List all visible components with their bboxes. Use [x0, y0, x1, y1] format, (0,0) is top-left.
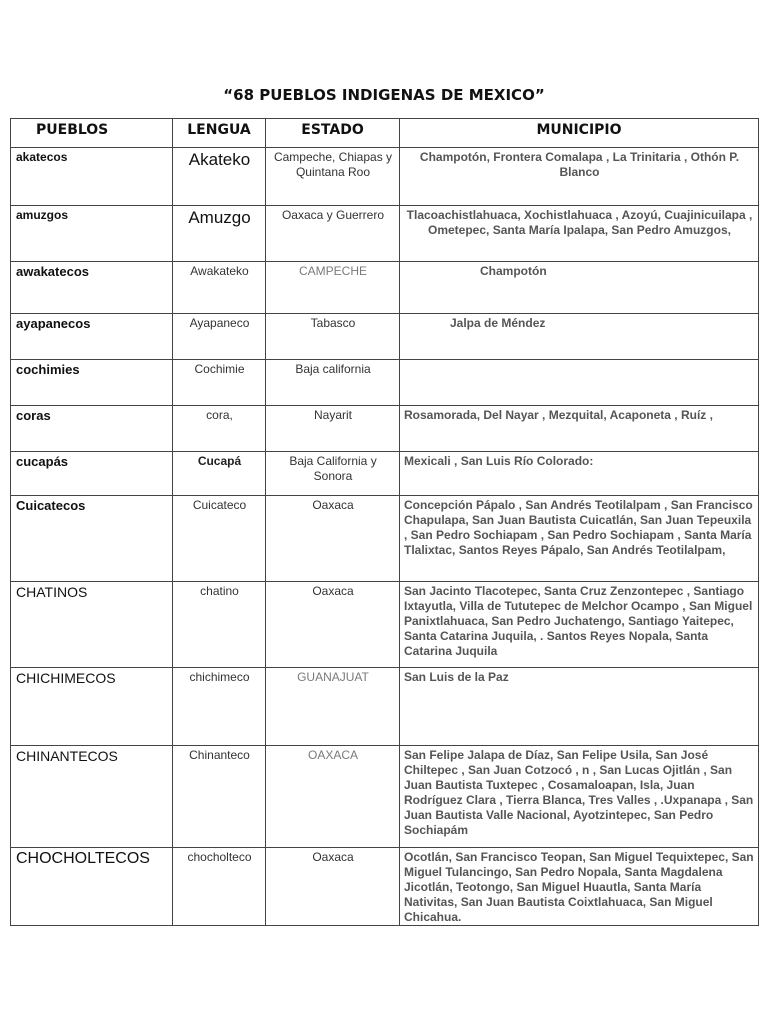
- header-municipio: MUNICIPIO: [400, 119, 759, 148]
- estado-cell: Nayarit: [266, 406, 400, 452]
- pueblo-cell: Cuicatecos: [11, 496, 173, 582]
- lengua-cell: Cucapá: [173, 452, 266, 496]
- table-header-row: [11, 119, 759, 148]
- estado-cell: Oaxaca: [266, 582, 400, 668]
- municipio-cell: Jalpa de Méndez: [400, 314, 759, 360]
- estado-cell: CAMPECHE: [266, 262, 400, 314]
- estado-cell: Baja california: [266, 360, 400, 406]
- header-lengua: LENGUA: [173, 119, 266, 148]
- municipio-cell: San Felipe Jalapa de Díaz, San Felipe Usila, San José Chiltepec , San Juan Cotzocó , n , San Lucas Ojitlán , San Juan Bautista Tuxtepec , Cosamaloapan, Isla, Juan Rodríguez Clara , Tierra Blanca, Tres Valles , .Uxpanapa , San Juan Bautista Valle Nacional, Ayotzintepec, San Pedro Sochiapám: [400, 746, 759, 848]
- table-row: [11, 406, 759, 452]
- pueblo-cell: amuzgos: [11, 206, 173, 262]
- municipio-cell: Rosamorada, Del Nayar , Mezquital, Acaponeta , Ruíz ,: [400, 406, 759, 452]
- lengua-cell: Chinanteco: [173, 746, 266, 848]
- municipio-cell: Champotón: [400, 262, 759, 314]
- lengua-cell: Cochimie: [173, 360, 266, 406]
- estado-cell: Baja California y Sonora: [266, 452, 400, 496]
- lengua-cell: Cuicateco: [173, 496, 266, 582]
- estado-cell: Oaxaca: [266, 848, 400, 926]
- lengua-cell: chatino: [173, 582, 266, 668]
- pueblo-cell: coras: [11, 406, 173, 452]
- estado-cell: GUANAJUAT: [266, 668, 400, 746]
- lengua-cell: chichimeco: [173, 668, 266, 746]
- table-row: [11, 746, 759, 848]
- estado-cell: Tabasco: [266, 314, 400, 360]
- table-row: [11, 148, 759, 206]
- lengua-cell: cora,: [173, 406, 266, 452]
- table-row: [11, 496, 759, 582]
- header-pueblos: PUEBLOS: [11, 119, 173, 148]
- page-title: “68 PUEBLOS INDIGENAS DE MEXICO”: [223, 86, 545, 104]
- municipio-cell: Champotón, Frontera Comalapa , La Trinitaria , Othón P. Blanco: [400, 148, 759, 206]
- pueblo-cell: cochimies: [11, 360, 173, 406]
- table-row: [11, 262, 759, 314]
- pueblo-cell: ayapanecos: [11, 314, 173, 360]
- table-row: [11, 582, 759, 668]
- table-row: [11, 452, 759, 496]
- pueblo-cell: cucapás: [11, 452, 173, 496]
- lengua-cell: Ayapaneco: [173, 314, 266, 360]
- pueblo-cell: awakatecos: [11, 262, 173, 314]
- pueblos-table: [10, 118, 759, 926]
- table-row: [11, 360, 759, 406]
- lengua-cell: Awakateko: [173, 262, 266, 314]
- pueblo-cell: CHOCHOLTECOS: [11, 848, 173, 926]
- pueblo-cell: akatecos: [11, 148, 173, 206]
- municipio-cell: Mexicali , San Luis Río Colorado:: [400, 452, 759, 496]
- table-row: [11, 668, 759, 746]
- table-row: [11, 848, 759, 926]
- estado-cell: Oaxaca: [266, 496, 400, 582]
- pueblo-cell: CHATINOS: [11, 582, 173, 668]
- header-estado: ESTADO: [266, 119, 400, 148]
- estado-cell: OAXACA: [266, 746, 400, 848]
- pueblo-cell: CHINANTECOS: [11, 746, 173, 848]
- pueblo-cell: CHICHIMECOS: [11, 668, 173, 746]
- estado-cell: Oaxaca y Guerrero: [266, 206, 400, 262]
- estado-cell: Campeche, Chiapas y Quintana Roo: [266, 148, 400, 206]
- lengua-cell: Amuzgo: [173, 206, 266, 262]
- municipio-cell: Tlacoachistlahuaca, Xochistlahuaca , Azoyú, Cuajinicuilapa , Ometepec, Santa María Ipalapa, San Pedro Amuzgos,: [400, 206, 759, 262]
- municipio-cell: San Jacinto Tlacotepec, Santa Cruz Zenzontepec , Santiago Ixtayutla, Villa de Tututepec de Melchor Ocampo , San Miguel Panixtlahuaca, San Pedro Juchatengo, Santiago Yaitepec, Santa Catarina Juquila, . Santos Reyes Nopala, Santa Catarina Juquila: [400, 582, 759, 668]
- municipio-cell: Ocotlán, San Francisco Teopan, San Miguel Tequixtepec, San Miguel Tulancingo, San Pedro Nopala, Santa Magdalena Jicotlán, Teotongo, San Miguel Huautla, Santa María Nativitas, San Juan Bautista Coixtlahuaca, San Miguel Chicahua.: [400, 848, 759, 926]
- table-row: [11, 206, 759, 262]
- municipio-cell: San Luis de la Paz: [400, 668, 759, 746]
- lengua-cell: chocholteco: [173, 848, 266, 926]
- table-row: [11, 314, 759, 360]
- municipio-cell: [400, 360, 759, 406]
- lengua-cell: Akateko: [173, 148, 266, 206]
- municipio-cell: Concepción Pápalo , San Andrés Teotilalpam , San Francisco Chapulapa, San Juan Bautista Cuicatlán, San Juan Tepeuxila , San Pedro Sochiapam , San Pedro Sochiapam , Santa María Tlalixtac, Santos Reyes Pápalo, San Andrés Teotilalpam,: [400, 496, 759, 582]
